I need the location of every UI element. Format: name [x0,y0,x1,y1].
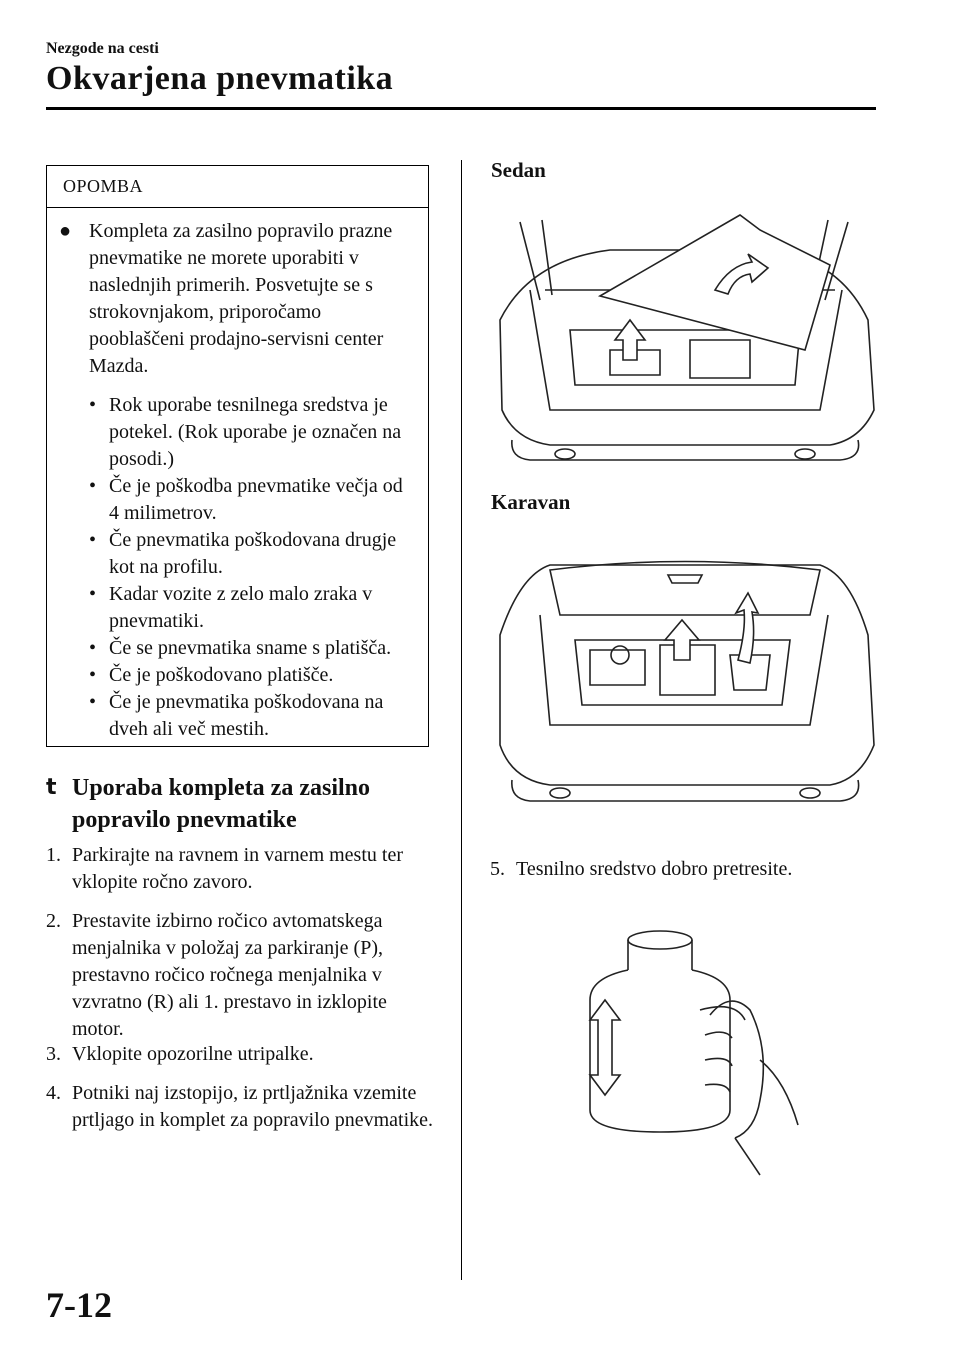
note-sub-item [89,689,414,743]
bullet-icon: • [89,475,97,497]
note-sub-text: Če je poškodovano platišče. [109,664,334,686]
step-item [490,856,890,883]
note-sub-text: Rok uporabe tesnilnega sredstva je potekel. (Rok uporabe je označen na posodi.) [109,394,402,470]
procedure-heading [46,772,446,836]
bullet-icon: • [89,691,97,713]
title-rule [46,107,876,110]
page-title: Okvarjena pnevmatika [46,60,394,97]
step-item [46,908,441,1043]
sedan-trunk-illustration [490,210,880,470]
note-main-text: Kompleta za zasilno popravilo prazne pnevmatike ne morete uporabiti v naslednjih primerih. Posvetujte se s strokovnjakom, priporočamo pooblaščeni prodajno-servisni center Mazda. [89,220,393,377]
note-heading: OPOMBA [47,166,428,208]
bullet-icon: ● [59,220,72,242]
step-item [46,1041,441,1068]
bullet-icon: • [89,637,97,659]
note-sub-item [89,635,414,662]
step-number: 1. [46,844,61,866]
shake-bottle-illustration [560,920,810,1180]
note-main-item [59,218,414,380]
note-sub-item [89,581,414,635]
note-sub-item [89,392,414,473]
note-box [46,165,429,747]
section-marker-icon: t [46,775,57,800]
step-text: Parkirajte na ravnem in varnem mestu ter vklopite ročno zavoro. [72,844,403,893]
note-sub-text: Če se pnevmatika sname s platišča. [109,637,392,659]
note-sub-item [89,473,414,527]
step-item [46,842,441,896]
note-sub-item [89,662,414,689]
step-number: 2. [46,910,61,932]
wagon-trunk-illustration [490,555,880,805]
note-sub-text: Kadar vozite z zelo malo zraka v pnevmatiki. [109,583,373,632]
note-sub-text: Če je pnevmatika poškodovana na dveh ali več mestih. [109,691,384,740]
step-item [46,1080,441,1134]
step-text: Potniki naj izstopijo, iz prtljažnika vzemite prtljago in komplet za popravilo pnevmatike. [72,1082,434,1131]
step-number: 3. [46,1043,61,1065]
bullet-icon: • [89,529,97,551]
step-number: 4. [46,1082,61,1104]
step-text: Prestavite izbirno ročico avtomatskega menjalnika v položaj za parkiranje (P), prestavno ročico ročnega menjalnika v vzvratno (R) ali 1. prestavo in izklopite motor. [72,910,387,1040]
note-sub-list [89,392,414,743]
section-label: Nezgode na cesti [46,40,159,57]
step-number: 5. [490,858,505,880]
bullet-icon: • [89,394,97,416]
figure-label-wagon: Karavan [491,490,571,514]
page-number: 7-12 [46,1285,112,1325]
step-text: Vklopite opozorilne utripalke. [72,1043,314,1065]
note-sub-item [89,527,414,581]
column-divider [461,160,462,1280]
note-body [47,208,428,743]
note-sub-text: Če pnevmatika poškodovana drugje kot na profilu. [109,529,397,578]
bullet-icon: • [89,583,97,605]
bullet-icon: • [89,664,97,686]
figure-label-sedan: Sedan [491,158,546,182]
procedure-heading-text: Uporaba kompleta za zasilno popravilo pnevmatike [72,775,371,833]
note-sub-text: Če je poškodba pnevmatike večja od 4 milimetrov. [109,475,403,524]
step-text: Tesnilno sredstvo dobro pretresite. [516,858,793,880]
